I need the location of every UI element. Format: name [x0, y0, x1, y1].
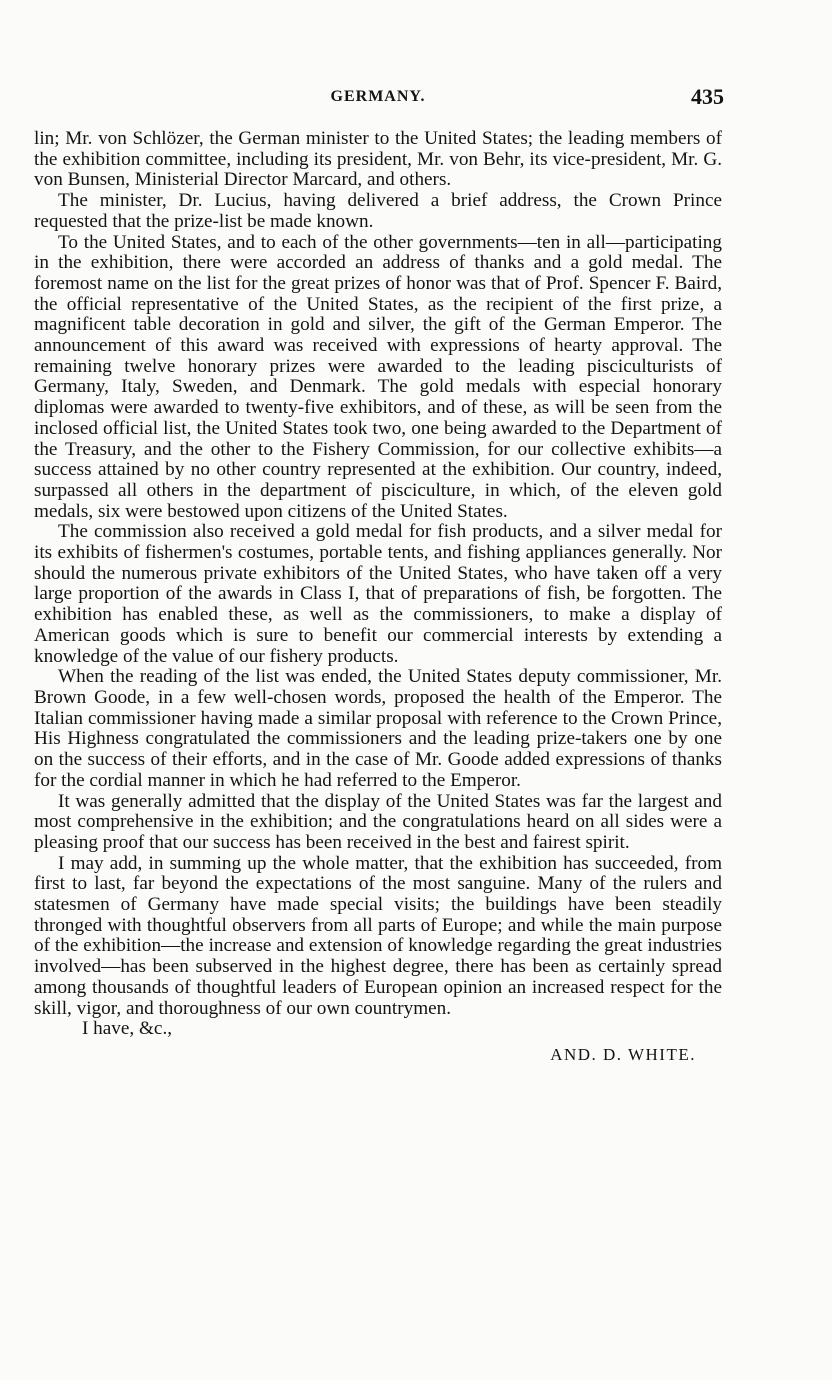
paragraph-continuation: lin; Mr. von Schlözer, the German minister to the United States; the leading members of the exhibition committee, including its president, Mr. von Behr, its vice-president, Mr. G. von Bunsen, Ministerial Director Marcard, and others. — [34, 128, 722, 191]
signature: AND. D. WHITE. — [550, 1044, 696, 1064]
paragraph-summary: I may add, in summing up the whole matter, that the exhibition has succeeded, from first to last, far beyond the expectations of the most sanguine. Many of the rulers and statesmen of Germany have made special visits; the buildings have been steadily thronged with thoughtful observers from all parts of Europe; and while the main purpose of the exhibition—the increase and extension of knowledge regarding the great industries involved—has been subserved in the highest degree, there has been as certainly spread among thousands of thoughtful leaders of European opinion an increased respect for the skill, vigor, and thoroughness of our own countrymen. — [34, 852, 722, 1019]
closing-salutation: I have, &c., — [82, 1018, 173, 1040]
page-number: 435 — [691, 84, 724, 109]
paragraph-minister-address: The minister, Dr. Lucius, having delivered a brief address, the Crown Prince requested that the prize-list be made known. — [34, 190, 722, 232]
paragraph-toasts: When the reading of the list was ended, the United States deputy commissioner, Mr. Brown Goode, in a few well-chosen words, proposed the health of the Emperor. The Italian commissioner having made a similar proposal with reference to the Crown Prince, His Highness congratulated the commissioners and the leading prize-takers one by one on the success of their efforts, and in the case of Mr. Goode added expressions of thanks for the cordial manner in which he had referred to the Emperor. — [34, 666, 722, 791]
paragraph-display-praise: It was generally admitted that the display of the United States was far the largest and most comprehensive in the exhibition; and the congratulations heard on all sides were a pleasing proof that our success has been received in the best and fairest spirit. — [34, 790, 722, 853]
paragraph-prizes: To the United States, and to each of the other governments—ten in all—participating in the exhibition, there were accorded an address of thanks and a gold medal. The foremost name on the list for the great prizes of honor was that of Prof. Spencer F. Baird, the official representative of the United States, as the recipient of the first prize, a magnificent table decoration in gold and silver, the gift of the German Emperor. The announcement of this award was received with expressions of hearty approval. The remaining twelve honorary prizes were awarded to the leading pisciculturists of Germany, Italy, Sweden, and Denmark. The gold medals with especial honorary diplomas were awarded to twenty-five exhibitors, and of these, as will be seen from the inclosed official list, the United States took two, one being awarded to the Department of the Treasury, and the other to the Fishery Commission, for our collective exhibits—a success attained by no other country represented at the exhibition. Our country, indeed, surpassed all others in the department of pisciculture, in which, of the eleven gold medals, six were bestowed upon citizens of the United States. — [34, 231, 722, 522]
running-head — [34, 84, 724, 114]
body-text — [34, 129, 722, 1066]
paragraph-commission-medals: The commission also received a gold medal for fish products, and a silver medal for its exhibits of fishermen's costumes, portable tents, and fishing appliances generally. Nor should the numerous private exhibitors of the United States, who have taken off a very large proportion of the awards in Class I, that of preparations of fish, be forgotten. The exhibition has enabled these, as well as the commissioners, to make a display of American goods which is sure to benefit our commercial interests by extending a knowledge of the value of our fishery products. — [34, 521, 722, 667]
section-title: GERMANY. — [330, 88, 426, 105]
